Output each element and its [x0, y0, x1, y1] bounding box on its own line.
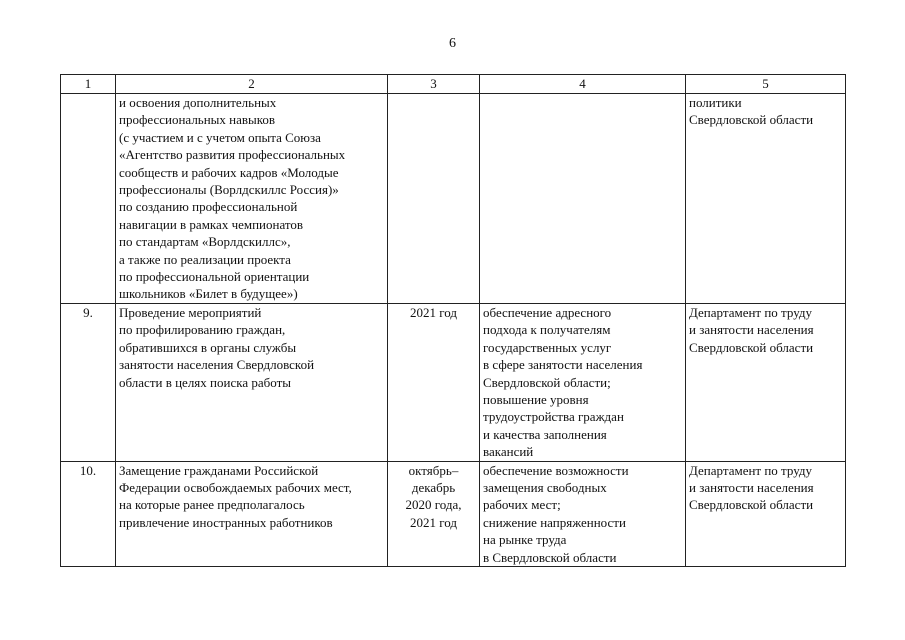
table-row — [61, 94, 846, 304]
result-cell: обеспечение возможности замещения свободных рабочих мест; снижение напряженности на рынке труда в Свердловской области — [480, 461, 686, 566]
column-header-2: 2 — [116, 75, 388, 94]
column-header-5: 5 — [686, 75, 846, 94]
executor-cell: Департамент по труду и занятости населения Свердловской области — [686, 461, 846, 566]
executor-cell: политики Свердловской области — [686, 94, 846, 304]
table-row — [61, 461, 846, 566]
measure-cell: Замещение гражданами Российской Федерации освобождаемых рабочих мест, на которые ранее предполагалось привлечение иностранных работников — [116, 461, 388, 566]
period-cell: 2021 год — [388, 303, 480, 461]
row-number-cell: 9. — [61, 303, 116, 461]
table-header-row — [61, 75, 846, 94]
result-cell: обеспечение адресного подхода к получателям государственных услуг в сфере занятости населения Свердловской области; повышение уровня трудоустройства граждан и качества заполнения вакансий — [480, 303, 686, 461]
row-number-cell — [61, 94, 116, 304]
column-header-4: 4 — [480, 75, 686, 94]
row-number-cell: 10. — [61, 461, 116, 566]
measure-cell: Проведение мероприятий по профилированию граждан, обратившихся в органы службы занятости населения Свердловской области в целях поиска работы — [116, 303, 388, 461]
column-header-3: 3 — [388, 75, 480, 94]
page-number: 6 — [449, 36, 456, 51]
table-row — [61, 303, 846, 461]
result-cell — [480, 94, 686, 304]
measure-cell: и освоения дополнительных профессиональных навыков (с участием и с учетом опыта Союза «Агентство развития профессиональных сообществ и рабочих кадров «Молодые профессионалы (Ворлдскиллс Россия)» по созданию профессиональной навигации в рамках чемпионатов по стандартам «Ворлдскиллс», а также по реализации проекта по профессиональной ориентации школьников «Билет в будущее») — [116, 94, 388, 304]
period-cell: октябрь– декабрь 2020 года, 2021 год — [388, 461, 480, 566]
executor-cell: Департамент по труду и занятости населения Свердловской области — [686, 303, 846, 461]
column-header-1: 1 — [61, 75, 116, 94]
period-cell — [388, 94, 480, 304]
measures-table — [60, 74, 846, 567]
